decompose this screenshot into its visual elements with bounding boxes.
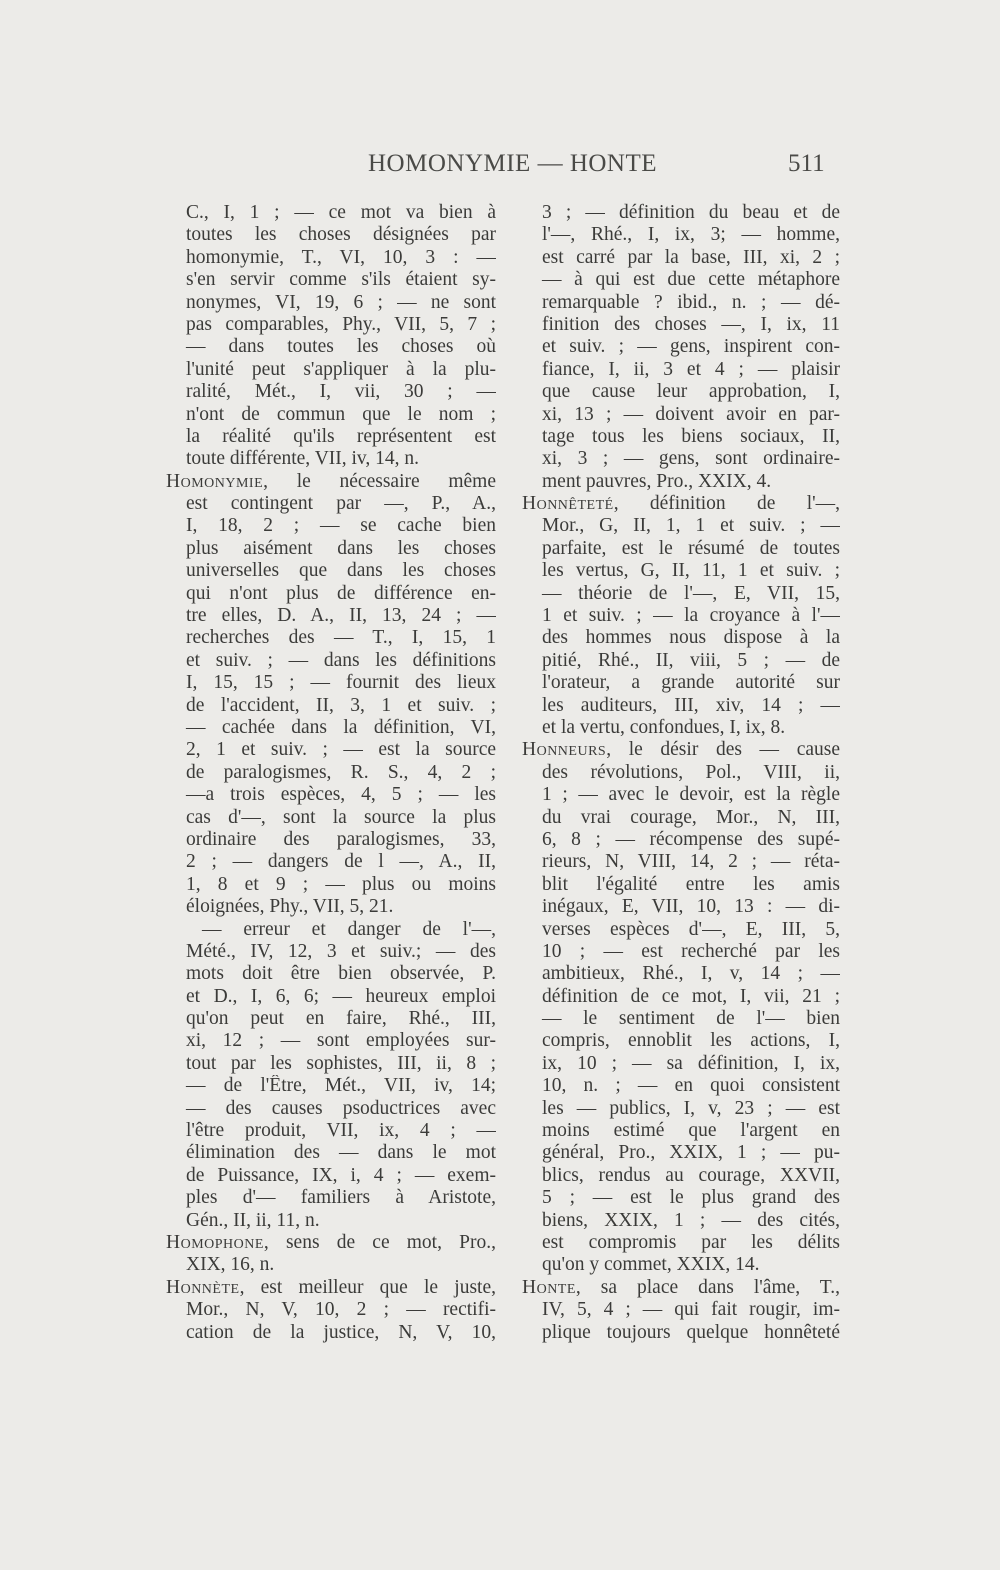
- index-text-line: définition de ce mot, I, vii, 21 ;: [542, 985, 840, 1007]
- index-text-line: Mété., IV, 12, 3 et suiv.; — des: [186, 940, 496, 962]
- index-text-line: de paralogismes, R. S., 4, 2 ;: [186, 761, 496, 783]
- index-text-line: XIX, 16, n.: [186, 1254, 275, 1276]
- index-text-line: de Puissance, IX, i, 4 ; — exem-: [186, 1164, 496, 1186]
- index-headword-line: Homonymie, le nécessaire même: [166, 470, 496, 492]
- index-text-line: cation de la justice, N, V, 10,: [186, 1321, 496, 1343]
- index-text-line: recherches des — T., I, 15, 1: [186, 627, 496, 649]
- index-text-line: xi, 13 ; — doivent avoir en par-: [542, 403, 840, 425]
- index-text-line: les vertus, G, II, 11, 1 et suiv. ;: [542, 560, 840, 582]
- right-column: [522, 202, 840, 1344]
- headword: Homonymie: [166, 470, 264, 492]
- index-text-line: 2, 1 et suiv. ; — est la source: [186, 739, 496, 761]
- page-number: 511: [788, 150, 825, 177]
- index-text-line: nonymes, VI, 19, 6 ; — ne sont: [186, 291, 496, 313]
- index-text-line: fiance, I, ii, 3 et 4 ; — plaisir: [542, 358, 840, 380]
- index-text-line: et suiv. ; — dans les définitions: [186, 649, 496, 671]
- index-text-line: l'—, Rhé., I, ix, 3; — homme,: [542, 224, 840, 246]
- index-text-line: l'unité peut s'appliquer à la plu-: [186, 358, 496, 380]
- index-text-line: — théorie de l'—, E, VII, 15,: [542, 582, 840, 604]
- index-text-line: ralité, Mét., I, vii, 30 ; —: [186, 381, 496, 403]
- headword: Honneurs: [522, 739, 607, 761]
- index-text-line: finition des choses —, I, ix, 11: [542, 313, 840, 335]
- index-text-line: I, 15, 15 ; — fournit des lieux: [186, 672, 496, 694]
- index-text-line: n'ont de commun que le nom ;: [186, 403, 496, 425]
- index-text-line: pas comparables, Phy., VII, 5, 7 ;: [186, 313, 496, 335]
- index-text-line: — le sentiment de l'— bien: [542, 1008, 840, 1030]
- index-text-line: blit l'égalité entre les amis: [542, 873, 840, 895]
- index-headword-line: Honneurs, le désir des — cause: [522, 739, 840, 761]
- index-text-line: C., I, 1 ; — ce mot va bien à: [186, 202, 496, 223]
- index-text-line: —a trois espèces, 4, 5 ; — les: [186, 784, 496, 806]
- index-headword-line: Honnète, est meilleur que le juste,: [166, 1276, 496, 1298]
- headword: Homophone: [166, 1231, 264, 1253]
- index-text-line: est contingent par —, P., A.,: [186, 493, 496, 515]
- index-text-line: éloignées, Phy., VII, 5, 21.: [186, 896, 394, 918]
- left-column: [166, 202, 496, 1344]
- index-text-line: 10 ; — est recherché par les: [542, 940, 840, 962]
- index-text-line: mots doit être bien observée, P.: [186, 963, 496, 985]
- index-text-line: tre elles, D. A., II, 13, 24 ; —: [186, 605, 496, 627]
- index-text-line: — dans toutes les choses où: [186, 336, 496, 358]
- index-text-line: tout par les sophistes, III, ii, 8 ;: [186, 1052, 496, 1074]
- index-text-line: qu'on y commet, XXIX, 14.: [542, 1254, 760, 1276]
- index-text-line: plus aisément dans les choses: [186, 537, 496, 559]
- index-text-line: blics, rendus au courage, XXVII,: [542, 1164, 840, 1186]
- index-text-line: 3 ; — définition du beau et de: [542, 202, 840, 223]
- headword: Honnêteté: [522, 493, 614, 515]
- index-text-line: 10, n. ; — en quoi consistent: [542, 1075, 840, 1097]
- index-text-line: 1 ; — avec le devoir, est la règle: [542, 784, 840, 806]
- index-text-line: I, 18, 2 ; — se cache bien: [186, 515, 496, 537]
- index-text-line: ment pauvres, Pro., XXIX, 4.: [542, 470, 772, 492]
- index-text-line: Mor., G, II, 1, 1 et suiv. ; —: [542, 515, 840, 537]
- index-text-line: des hommes nous dispose à la: [542, 627, 840, 649]
- index-text-line: les — publics, I, v, 23 ; — est: [542, 1097, 840, 1119]
- index-text-line: — erreur et danger de l'—,: [202, 918, 496, 940]
- index-text-line: toutes les choses désignées par: [186, 224, 496, 246]
- index-text-line: tage tous les biens sociaux, II,: [542, 425, 840, 447]
- running-title: HOMONYMIE — HONTE: [368, 150, 658, 177]
- index-text-line: — à qui est due cette métaphore: [542, 269, 840, 291]
- index-text-line: pitié, Rhé., II, viii, 5 ; — de: [542, 649, 840, 671]
- index-headword-line: Honte, sa place dans l'âme, T.,: [522, 1276, 840, 1298]
- index-text-line: la réalité qu'ils représentent est: [186, 425, 496, 447]
- index-text-line: — de l'Être, Mét., VII, iv, 14;: [186, 1075, 496, 1097]
- index-text-line: s'en servir comme s'ils étaient sy-: [186, 269, 496, 291]
- index-text-line: que cause leur approbation, I,: [542, 381, 840, 403]
- index-text-line: est compromis par les délits: [542, 1231, 840, 1253]
- index-text-line: biens, XXIX, 1 ; — des cités,: [542, 1209, 840, 1231]
- index-text-line: rieurs, N, VIII, 14, 2 ; — réta-: [542, 851, 840, 873]
- index-text-line: l'orateur, a grande autorité sur: [542, 672, 840, 694]
- index-text-line: de l'accident, II, 3, 1 et suiv. ;: [186, 694, 496, 716]
- index-text-line: Mor., N, V, 10, 2 ; — rectifi-: [186, 1299, 496, 1321]
- index-text-line: 1, 8 et 9 ; — plus ou moins: [186, 873, 496, 895]
- index-text-line: l'être produit, VII, ix, 4 ; —: [186, 1120, 496, 1142]
- index-text-line: xi, 12 ; — sont employées sur-: [186, 1030, 496, 1052]
- index-text-line: qu'on peut en faire, Rhé., III,: [186, 1008, 496, 1030]
- index-headword-line: Homophone, sens de ce mot, Pro.,: [166, 1231, 496, 1253]
- running-head: [0, 150, 1000, 190]
- index-text-line: 5 ; — est le plus grand des: [542, 1187, 840, 1209]
- index-text-line: ix, 10 ; — sa définition, I, ix,: [542, 1052, 840, 1074]
- index-text-line: compris, ennoblit les actions, I,: [542, 1030, 840, 1052]
- index-text-line: et suiv. ; — gens, inspirent con-: [542, 336, 840, 358]
- index-text-line: IV, 5, 4 ; — qui fait rougir, im-: [542, 1299, 840, 1321]
- index-text-line: remarquable ? ibid., n. ; — dé-: [542, 291, 840, 313]
- index-text-line: parfaite, est le résumé de toutes: [542, 537, 840, 559]
- index-text-line: est carré par la base, III, xi, 2 ;: [542, 246, 840, 268]
- index-text-line: xi, 3 ; — gens, sont ordinaire-: [542, 448, 840, 470]
- index-text-line: verses espèces d'—, E, III, 5,: [542, 918, 840, 940]
- index-text-line: ples d'— familiers à Aristote,: [186, 1187, 496, 1209]
- index-text-line: ordinaire des paralogismes, 33,: [186, 828, 496, 850]
- index-text-line: 1 et suiv. ; — la croyance à l'—: [542, 605, 840, 627]
- index-text-line: ambitieux, Rhé., I, v, 14 ; —: [542, 963, 840, 985]
- index-text-line: élimination des — dans le mot: [186, 1142, 496, 1164]
- index-text-line: du vrai courage, Mor., N, III,: [542, 806, 840, 828]
- index-text-line: moins estimé que l'argent en: [542, 1120, 840, 1142]
- index-headword-line: Honnêteté, définition de l'—,: [522, 493, 840, 515]
- index-text-line: cas d'—, sont la source la plus: [186, 806, 496, 828]
- index-text-line: Gén., II, ii, 11, n.: [186, 1209, 320, 1231]
- index-text-line: — cachée dans la définition, VI,: [186, 716, 496, 738]
- index-text-line: toute différente, VII, iv, 14, n.: [186, 448, 420, 470]
- index-text-line: plique toujours quelque honnêteté: [542, 1321, 840, 1343]
- index-text-line: universelles que dans les choses: [186, 560, 496, 582]
- index-text-line: général, Pro., XXIX, 1 ; — pu-: [542, 1142, 840, 1164]
- headword: Honnète: [166, 1276, 240, 1298]
- index-text-line: des révolutions, Pol., VIII, ii,: [542, 761, 840, 783]
- index-text-line: et la vertu, confondues, I, ix, 8.: [542, 716, 786, 738]
- index-text-line: — des causes psoductrices avec: [186, 1097, 496, 1119]
- index-text-line: qui n'ont plus de différence en-: [186, 582, 496, 604]
- index-text-line: et D., I, 6, 6; — heureux emploi: [186, 985, 496, 1007]
- index-text-line: les auditeurs, III, xiv, 14 ; —: [542, 694, 840, 716]
- index-text-line: homonymie, T., VI, 10, 3 : —: [186, 246, 496, 268]
- index-text-line: 6, 8 ; — récompense des supé-: [542, 828, 840, 850]
- index-text-line: 2 ; — dangers de l —, A., II,: [186, 851, 496, 873]
- index-text-line: inégaux, E, VII, 10, 13 : — di-: [542, 896, 840, 918]
- headword: Honte: [522, 1276, 576, 1298]
